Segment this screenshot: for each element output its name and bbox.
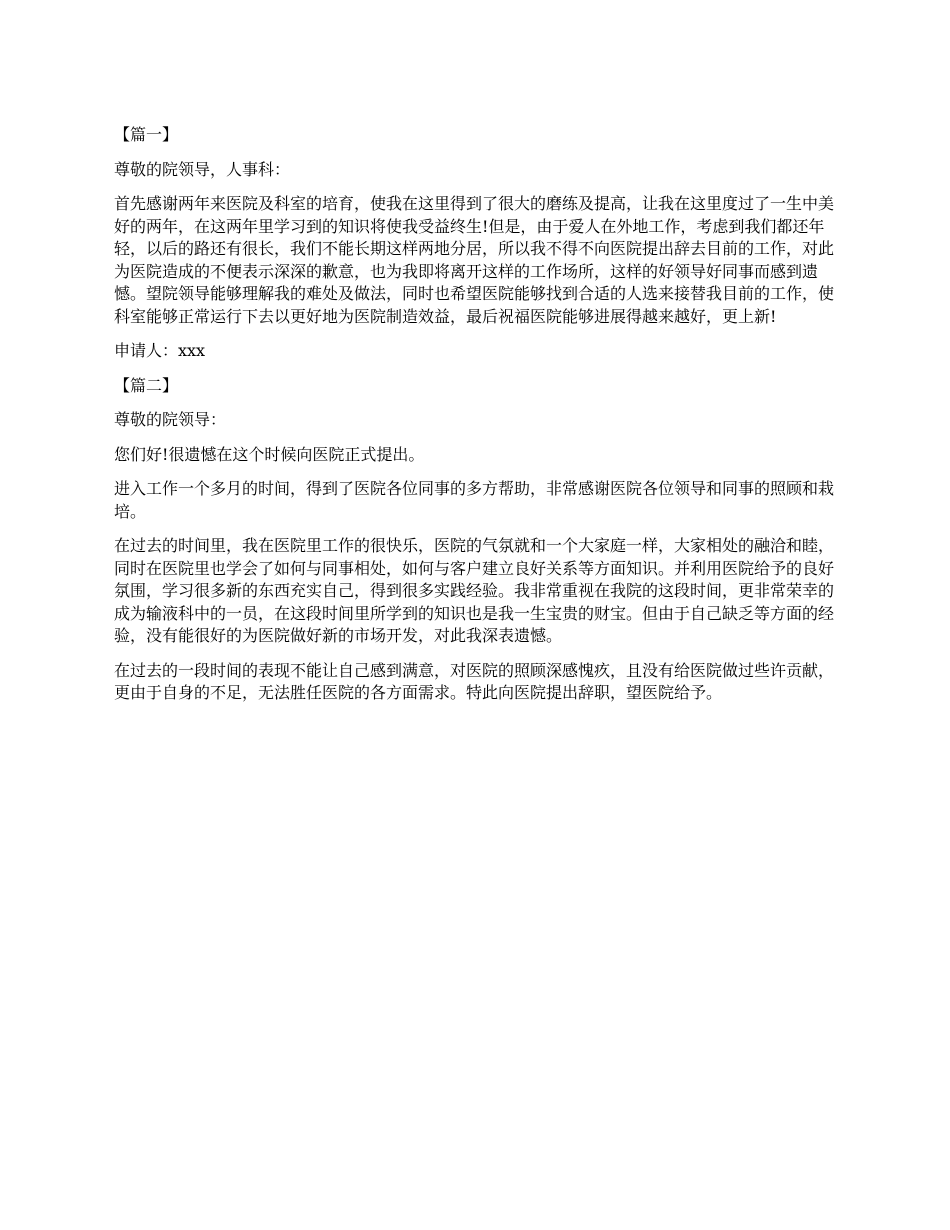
body-paragraph-2-4: 在过去的一段时间的表现不能让自己感到满意，对医院的照顾深感愧疚，且没有给医院做过些许贡献，更由于自身的不足，无法胜任医院的各方面需求。特此向医院提出辞职，望医院给予。 [114,660,835,702]
section-heading-2: 【篇二】 [114,375,179,395]
body-paragraph-2-2: 进入工作一个多月的时间，得到了医院各位同事的多方帮助，非常感谢医院各位领导和同事的照顾和栽培。 [114,479,835,521]
signature-line: 申请人：xxx [114,341,206,360]
salutation-1: 尊敬的院领导，人事科： [114,159,291,179]
salutation-2: 尊敬的院领导： [114,410,227,429]
section-heading-1: 【篇一】 [114,125,179,144]
body-paragraph-2-3: 在过去的时间里，我在医院里工作的很快乐，医院的气氛就和一个大家庭一样，大家相处的融洽和睦，同时在医院里也学会了如何与同事相处，如何与客户建立良好关系等方面知识。并利用医院给予的良好氛围，学习很多新的东西充实自己，得到很多实践经验。我非常重视在我院的这段时间，更非常荣幸的成为输液科中的一员，在这段时间里所学到的知识也是我一生宝贵的财宝。但由于自己缺乏等方面的经验，没有能很好的为医院做好新的市场开发，对此我深表遗憾。 [114,536,835,645]
document-page [114,124,840,717]
body-paragraph-1: 首先感谢两年来医院及科室的培育，使我在这里得到了很大的磨练及提高，让我在这里度过了一生中美好的两年，在这两年里学习到的知识将使我受益终生!但是，由于爱人在外地工作，考虑到我们都还年轻，以后的路还有很长，我们不能长期这样两地分居，所以我不得不向医院提出辞去目前的工作，对此为医院造成的不便表示深深的歉意，也为我即将离开这样的工作场所，这样的好领导好同事而感到遗憾。望院领导能够理解我的难处及做法，同时也希望医院能够找到合适的人选来接替我目前的工作，使科室能够正常运行下去以更好地为医院制造效益，最后祝福医院能够进展得越来越好，更上新! [114,194,835,326]
body-paragraph-2-1: 您们好!很遗憾在这个时候向医院正式提出。 [114,444,425,464]
